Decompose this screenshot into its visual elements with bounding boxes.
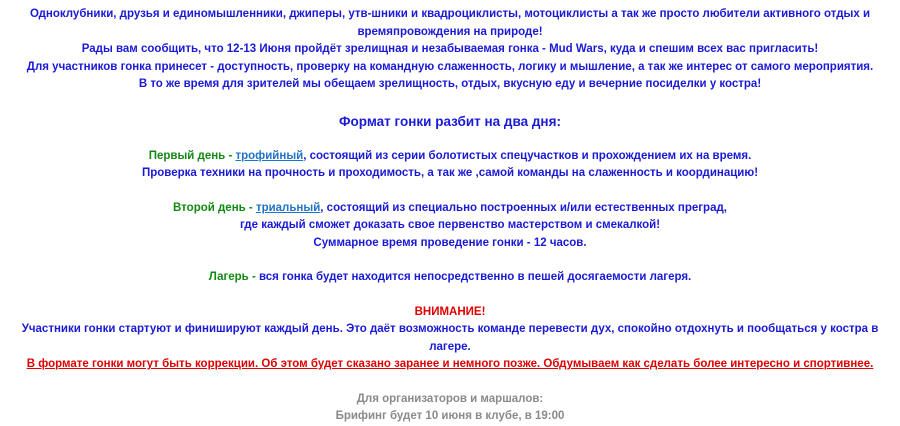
intro-line-5: В то же время для зрителей мы обещаем зрелищность, отдых, вкусную еду и вечерние посиделки у костра!: [138, 78, 762, 90]
intro-line-3: Рады вам сообщить, что 12-13 Июня пройдёт зрелищная и незабываемая гонка - Mud Wars, куда и спешим всех вас пригласить!: [81, 43, 819, 55]
attention-line-1: Участники гонки стартуют и финишируют каждый день. Это даёт возможность команде перевести дух, спокойно отдохнуть и пообщаться у костра в лагере.: [21, 323, 879, 353]
organizers-line-1: Для организаторов и маршалов:: [356, 392, 544, 405]
day1-description: , состоящий из серии болотистых спецучастков и прохождением их на время.: [303, 149, 752, 162]
day1-link[interactable]: трофийный: [235, 149, 304, 162]
day1-line-2: Проверка техники на прочность и проходимость, а так же ,самой команды на слаженность и координацию!: [141, 167, 759, 179]
attention-section: [0, 304, 900, 374]
day1-line-1: [0, 148, 900, 166]
day2-description: , состоящий из специально построенных и/или естественных преград,: [320, 201, 727, 214]
intro-line-2: времяпровождения на природе!: [357, 25, 543, 38]
intro-line-1: Одноклубники, друзья и единомышленники, джиперы, утв-шники и квадроциклисты, мотоциклисты а так же просто любители активного отдых и: [29, 8, 871, 20]
day2-line-2: где каждый сможет доказать свое первенство мастерством и смекалкой!: [239, 219, 661, 231]
day1-section: [0, 148, 900, 183]
spacer: [0, 94, 900, 112]
camp-label: Лагерь -: [208, 271, 259, 283]
attention-line-2: [0, 356, 900, 374]
day2-link[interactable]: триальный: [255, 201, 321, 214]
format-heading: Формат гонки разбит на два дня:: [339, 113, 561, 129]
camp-line: [0, 269, 900, 287]
organizers-section: [0, 391, 900, 426]
day1-label: Первый день -: [148, 149, 236, 162]
attention-line-2-text: В формате гонки могут быть коррекции. Об этом будет сказано заранее и немного позже. Обдумываем как сделать более интересно и спортивнее.: [26, 358, 874, 370]
spacer: [0, 183, 900, 200]
day2-line-1: [0, 200, 900, 218]
spacer: [0, 374, 900, 391]
attention-title: ВНИМАНИЕ!: [414, 305, 486, 318]
camp-description: вся гонка будет находится непосредственно в пешей досягаемости лагеря.: [258, 271, 692, 283]
day2-label: Второй день -: [173, 201, 256, 214]
spacer: [0, 252, 900, 269]
camp-section: [0, 269, 900, 287]
organizers-line-2: Брифинг будет 10 июня в клубе, в 19:00: [335, 410, 565, 422]
spacer: [0, 132, 900, 148]
intro-section: [0, 6, 900, 94]
day2-line-3: Суммарное время проведение гонки - 12 часов.: [313, 236, 587, 249]
day2-section: [0, 200, 900, 253]
spacer: [0, 287, 900, 304]
intro-line-4: Для участников гонка принесет - доступность, проверку на командную слаженность, логику и мышление, а так же интерес от самого мероприятия.: [26, 60, 874, 73]
